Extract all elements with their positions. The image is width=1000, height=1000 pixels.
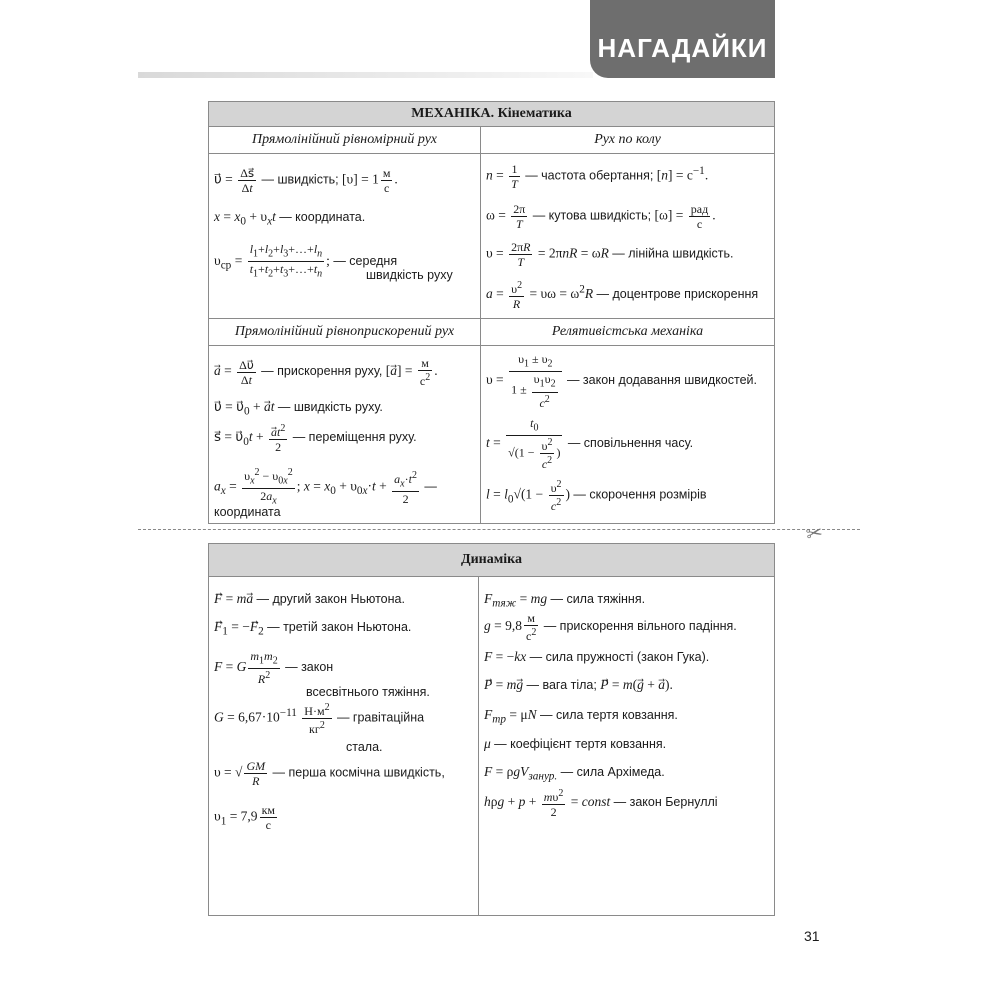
section-tab-title: НАГАДАЙКИ (597, 32, 768, 63)
formula-first-cosmic-value: $\upsilon_1 = 7,9$ $\frac{км}{с}$ (214, 803, 275, 832)
grav-constant-note: стала. (346, 740, 383, 754)
scissors-icon: ✂ (804, 521, 825, 547)
dynamics-card (208, 543, 775, 916)
gravitation-note: всесвітнього тяжіння. (306, 685, 430, 699)
formula-weight: P⃗ = mg⃗ — вага тіла; P⃗ = m(g⃗ + a⃗). (484, 677, 673, 692)
dynamics-left-cell (209, 577, 479, 916)
formula-centripetal: a = $\frac{\upsilon^2}{R}$ = $\upsilon\omega = \omega^2R$ — доцентрове прискорення (486, 280, 759, 311)
dynamics-header: Динаміка (209, 544, 775, 577)
header-rule (138, 72, 593, 78)
formula-free-fall: g = 9,8 $\frac{м}{с^2}$ — прискорення вільного падіння. (484, 611, 737, 643)
formula-acceleration: a⃗ = $\frac{\Delta\upsilon⃗}{\Delta t}$ — прискорення руху, [a⃗] = $\frac{м}{с^2}$ . (214, 356, 438, 388)
circular-motion-title: Рух по колу (481, 127, 775, 154)
formula-displacement: s⃗ = $\upsilon⃗_0t$ + $\frac{at^2}{2}$ — переміщення руху. (214, 423, 417, 454)
kinematics-header: МЕХАНІКА. Кінематика (209, 102, 775, 127)
formula-newton-second: F⃗ = ma⃗ — другий закон Ньютона. (214, 591, 405, 606)
formula-frequency: n = $\frac{1}{T}$ — частота обертання; $[n] = с^{-1}$. (486, 162, 709, 191)
formula-gravitation: F = G $\frac{m_1m_2}{R^2}$ — закон (214, 649, 334, 687)
formula-friction-coefficient: μ — коефіцієнт тертя ковзання. (484, 736, 667, 751)
formula-first-cosmic: υ = √ $\frac{GM}{R}$ — перша космічна швидкість, (214, 759, 445, 788)
formula-velocity: υ⃗ = $\upsilon⃗_0$ + at — швидкість руху. (214, 399, 383, 418)
formula-length-contraction: $l = l_0√(1$ − $\frac{\upsilon^2}{c^2}$ ) — скорочення розмірів (486, 479, 707, 513)
formula-velocity-addition: υ = $\upsilon_1 \pm \upsilon_2$ 1 ± $\frac{\upsilon_1\upsilon_2}{c^2}$ — закон додавання швидкостей. (486, 352, 757, 410)
accelerated-motion-title: Прямолінійний рівноприскорений рух (209, 319, 481, 346)
relativistic-cell (481, 346, 775, 524)
formula-friction: $F_{тр} = \mu N$ — сила тертя ковзання. (484, 707, 678, 726)
formula-grav-constant: $G = 6,67\cdot 10^{-11}$ $\frac{Н\cdot м^2}{кг^2}$ — гравітаційна (214, 702, 425, 736)
formula-gravity-force: $F_{тяж}$ = mg — сила тяжіння. (484, 591, 646, 610)
relativistic-title: Релятивістська механіка (481, 319, 775, 346)
formula-time-dilation: t = $t_0$ √(1 − $\frac{\upsilon^2}{c^2}$ ) — сповільнення часу. (486, 416, 694, 472)
section-tab (590, 0, 775, 78)
formula-bernoulli: hρg + p + $\frac{m\upsilon^2}{2}$ = const — закон Бернуллі (484, 788, 718, 819)
uniform-motion-cell (209, 154, 481, 319)
circular-motion-cell (481, 154, 775, 319)
formula-average-speed: $\upsilon_{ср}$ = $\frac{l_1+l_2+l_3+\dots+l_n}{t_1+t_2+t_3+\dots+t_n}$ ; — середня (214, 242, 398, 280)
accelerated-motion-cell (209, 346, 481, 524)
formula-angular-speed: ω = $\frac{2\pi}{T}$ — кутова швидкість; [ω] = $\frac{\text{рад}}{с}$ . (486, 202, 716, 231)
cut-line (138, 529, 860, 530)
formula-archimedes: F = ρgV$_{занур.}$ — сила Архімеда. (484, 764, 665, 783)
formula-linear-speed: υ = $\frac{2\pi R}{T}$ = 2πnR = ωR — лінійна швидкість. (486, 240, 734, 269)
coordinate-note: координата (214, 505, 281, 519)
formula-acceleration-x: $a_x$ = $\frac{\upsilon_x^2 - \upsilon_{0x}^2}{2a_x}$ ; $x = x_0 + \upsilon_{0x}\cdot t$ + $\frac{a_x\cdot t^2}{2}$ — (214, 467, 437, 507)
formula-newton-third: $F_1 = -F_2$ — третій закон Ньютона. (214, 619, 412, 638)
kinematics-card (208, 101, 775, 524)
formula-hooke: F = −kx — сила пружності (закон Гука). (484, 649, 710, 664)
uniform-motion-title: Прямолінійний рівномірний рух (209, 127, 481, 154)
page-number: 31 (804, 928, 820, 944)
dynamics-right-cell (479, 577, 775, 916)
formula-speed: υ⃗ = $\frac{\Delta s⃗}{\Delta t}$ — швидкість; [υ] = 1 $\frac{м}{с}$ . (214, 166, 398, 195)
average-speed-note: швидкість руху (366, 268, 453, 282)
formula-coordinate: $x = x_0 + \upsilon_xt$ — координата. (214, 209, 366, 228)
